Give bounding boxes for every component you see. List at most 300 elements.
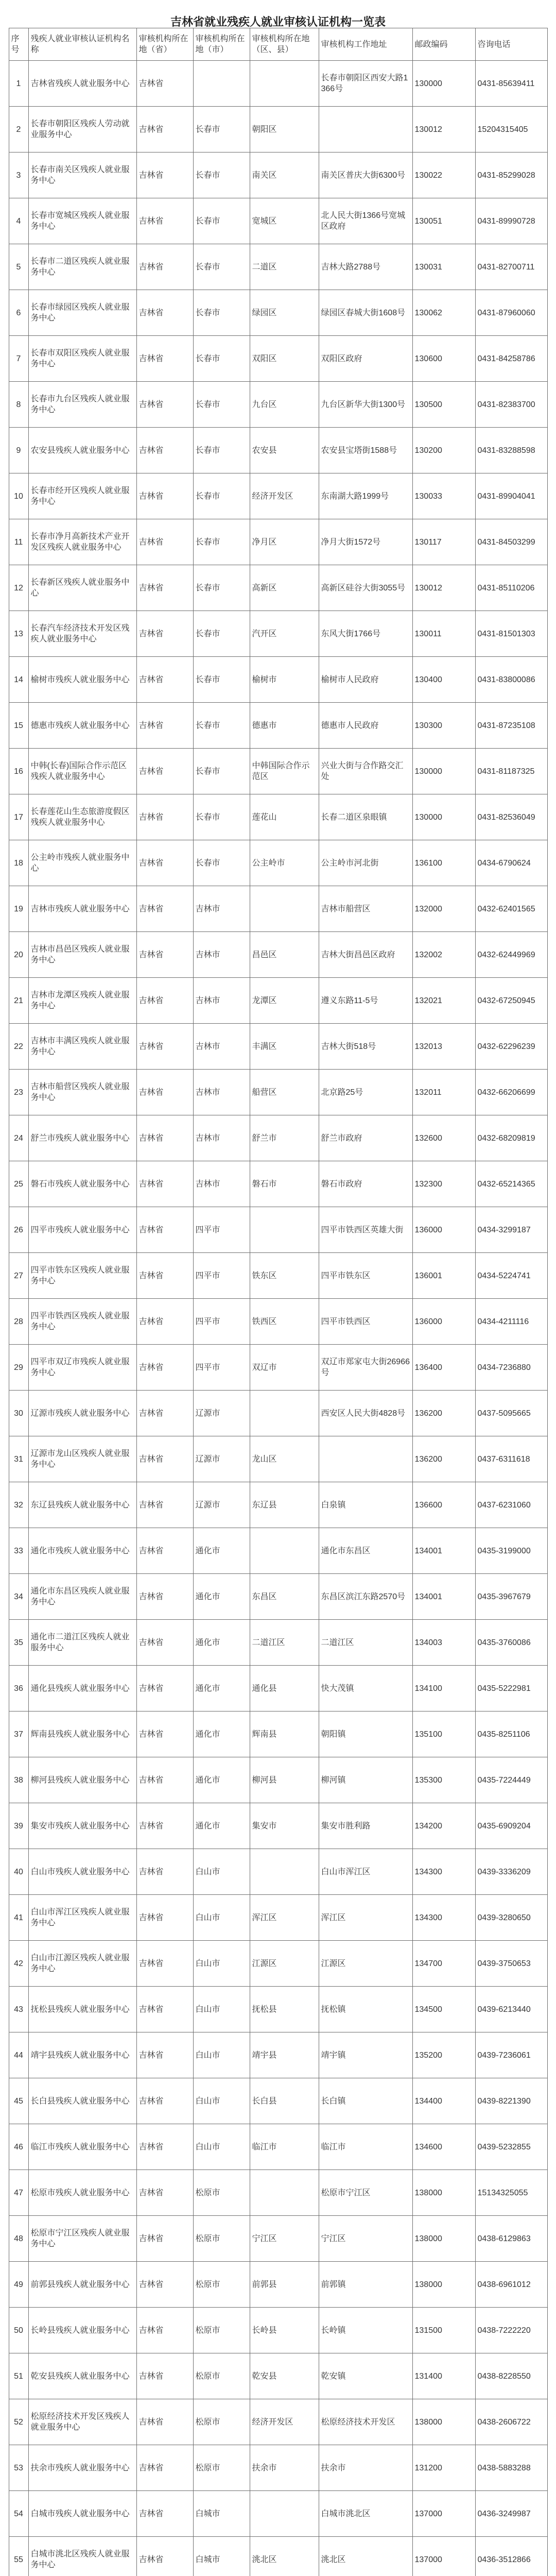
table-row	[9, 978, 547, 1024]
postcode-cell: 134001	[412, 1528, 475, 1574]
district-cell: 东辽县	[250, 1482, 319, 1528]
address-cell: 农安县宝塔街1588号	[319, 428, 412, 473]
header-cell-institution: 残疾人就业审核认证机构名称	[28, 28, 136, 61]
province-cell: 吉林省	[136, 886, 193, 932]
city-cell: 通化市	[193, 1711, 250, 1757]
district-cell: 靖宇县	[250, 2032, 319, 2078]
phone-cell: 0435-8251106	[475, 1711, 547, 1757]
institution-cell: 通化市东昌区残疾人就业服务中心	[28, 1574, 136, 1620]
province-cell: 吉林省	[136, 336, 193, 382]
address-cell: 兴业大街与合作路交汇处	[319, 749, 412, 794]
institution-cell: 白山市江源区残疾人就业服务中心	[28, 1941, 136, 1987]
district-cell	[250, 61, 319, 107]
postcode-cell: 131400	[412, 2353, 475, 2399]
postcode-cell: 137000	[412, 2537, 475, 2576]
phone-cell: 0439-3750653	[475, 1941, 547, 1987]
city-cell: 松原市	[193, 2399, 250, 2445]
city-cell: 白山市	[193, 1987, 250, 2032]
index-cell: 43	[9, 1987, 28, 2032]
city-cell: 松原市	[193, 2170, 250, 2216]
address-cell: 德惠市人民政府	[319, 703, 412, 749]
postcode-cell: 130051	[412, 198, 475, 244]
institution-cell: 吉林市丰满区残疾人就业服务中心	[28, 1024, 136, 1070]
institution-cell: 前郭县残疾人就业服务中心	[28, 2262, 136, 2308]
province-cell: 吉林省	[136, 1574, 193, 1620]
province-cell: 吉林省	[136, 2445, 193, 2491]
address-cell: 抚松镇	[319, 1987, 412, 2032]
postcode-cell: 130400	[412, 657, 475, 703]
city-cell: 白山市	[193, 1895, 250, 1941]
city-cell: 白山市	[193, 1849, 250, 1895]
table-row	[9, 428, 547, 473]
address-cell: 长白镇	[319, 2078, 412, 2124]
table-row	[9, 2491, 547, 2537]
table-row	[9, 794, 547, 840]
address-cell: 四平市铁西区	[319, 1299, 412, 1345]
postcode-cell: 136000	[412, 1207, 475, 1253]
address-cell: 靖宇镇	[319, 2032, 412, 2078]
institution-cell: 长春市朝阳区残疾人劳动就业服务中心	[28, 107, 136, 152]
address-cell: 东昌区滨江东路2570号	[319, 1574, 412, 1620]
institution-table	[9, 28, 548, 2576]
table-row	[9, 611, 547, 657]
postcode-cell: 134100	[412, 1666, 475, 1711]
index-cell: 40	[9, 1849, 28, 1895]
table-row	[9, 2124, 547, 2170]
address-cell: 长岭镇	[319, 2308, 412, 2353]
institution-cell: 白城市残疾人就业服务中心	[28, 2491, 136, 2537]
city-cell: 吉林市	[193, 1161, 250, 1207]
province-cell: 吉林省	[136, 2078, 193, 2124]
city-cell: 长春市	[193, 473, 250, 519]
city-cell: 四平市	[193, 1207, 250, 1253]
district-cell: 二道区	[250, 244, 319, 290]
index-cell: 16	[9, 749, 28, 794]
province-cell: 吉林省	[136, 519, 193, 565]
province-cell: 吉林省	[136, 840, 193, 886]
province-cell: 吉林省	[136, 152, 193, 198]
postcode-cell: 132011	[412, 1070, 475, 1115]
postcode-cell: 138000	[412, 2262, 475, 2308]
index-cell: 36	[9, 1666, 28, 1711]
index-cell: 22	[9, 1024, 28, 1070]
postcode-cell: 134500	[412, 1987, 475, 2032]
table-row	[9, 703, 547, 749]
address-cell: 宁江区	[319, 2216, 412, 2262]
institution-cell: 辽源市残疾人就业服务中心	[28, 1391, 136, 1436]
index-cell: 38	[9, 1757, 28, 1803]
postcode-cell: 130117	[412, 519, 475, 565]
city-cell: 吉林市	[193, 1070, 250, 1115]
district-cell: 净月区	[250, 519, 319, 565]
province-cell: 吉林省	[136, 198, 193, 244]
table-row	[9, 198, 547, 244]
index-cell: 45	[9, 2078, 28, 2124]
city-cell: 四平市	[193, 1299, 250, 1345]
city-cell: 长春市	[193, 428, 250, 473]
province-cell: 吉林省	[136, 107, 193, 152]
table-row	[9, 2399, 547, 2445]
institution-cell: 长春市南关区残疾人就业服务中心	[28, 152, 136, 198]
city-cell: 白城市	[193, 2491, 250, 2537]
institution-cell: 四平市残疾人就业服务中心	[28, 1207, 136, 1253]
address-cell: 浑江区	[319, 1895, 412, 1941]
table-row	[9, 1666, 547, 1711]
district-cell: 德惠市	[250, 703, 319, 749]
phone-cell: 0434-6790624	[475, 840, 547, 886]
city-cell: 松原市	[193, 2308, 250, 2353]
phone-cell: 0431-84503299	[475, 519, 547, 565]
header-cell-address: 审核机构工作地址	[319, 28, 412, 61]
city-cell: 长春市	[193, 107, 250, 152]
index-cell: 50	[9, 2308, 28, 2353]
province-cell: 吉林省	[136, 1070, 193, 1115]
phone-cell: 0439-3280650	[475, 1895, 547, 1941]
phone-cell: 0438-5883288	[475, 2445, 547, 2491]
institution-cell: 抚松县残疾人就业服务中心	[28, 1987, 136, 2032]
index-cell: 41	[9, 1895, 28, 1941]
city-cell: 长春市	[193, 290, 250, 336]
province-cell: 吉林省	[136, 1299, 193, 1345]
address-cell: 临江市	[319, 2124, 412, 2170]
header-cell-phone: 咨询电话	[475, 28, 547, 61]
index-cell: 32	[9, 1482, 28, 1528]
phone-cell: 0431-85110206	[475, 565, 547, 611]
table-row	[9, 2537, 547, 2576]
address-cell: 长春二道区泉眼镇	[319, 794, 412, 840]
index-cell: 11	[9, 519, 28, 565]
index-cell: 7	[9, 336, 28, 382]
district-cell: 东昌区	[250, 1574, 319, 1620]
province-cell: 吉林省	[136, 1115, 193, 1161]
table-row	[9, 1803, 547, 1849]
postcode-cell: 136200	[412, 1391, 475, 1436]
postcode-cell: 130011	[412, 611, 475, 657]
index-cell: 52	[9, 2399, 28, 2445]
province-cell: 吉林省	[136, 1895, 193, 1941]
address-cell: 扶余市	[319, 2445, 412, 2491]
phone-cell: 0431-81501303	[475, 611, 547, 657]
table-row	[9, 1391, 547, 1436]
address-cell: 西安区人民大街4828号	[319, 1391, 412, 1436]
address-cell: 绿园区春城大街1608号	[319, 290, 412, 336]
address-cell: 前郭镇	[319, 2262, 412, 2308]
index-cell: 39	[9, 1803, 28, 1849]
index-cell: 15	[9, 703, 28, 749]
institution-cell: 辽源市龙山区残疾人就业服务中心	[28, 1436, 136, 1482]
city-cell: 四平市	[193, 1345, 250, 1391]
address-cell: 吉林大街518号	[319, 1024, 412, 1070]
postcode-cell: 135300	[412, 1757, 475, 1803]
table-row	[9, 1941, 547, 1987]
postcode-cell: 134400	[412, 2078, 475, 2124]
phone-cell: 0435-3760086	[475, 1620, 547, 1666]
index-cell: 55	[9, 2537, 28, 2576]
address-cell: 北京路25号	[319, 1070, 412, 1115]
table-row	[9, 657, 547, 703]
address-cell: 高新区硅谷大街3055号	[319, 565, 412, 611]
table-row	[9, 1070, 547, 1115]
phone-cell: 0434-3299187	[475, 1207, 547, 1253]
table-row	[9, 290, 547, 336]
phone-cell: 0431-85299028	[475, 152, 547, 198]
postcode-cell: 131200	[412, 2445, 475, 2491]
postcode-cell: 134300	[412, 1895, 475, 1941]
province-cell: 吉林省	[136, 61, 193, 107]
table-row	[9, 382, 547, 428]
phone-cell: 0431-87235108	[475, 703, 547, 749]
district-cell: 中韩国际合作示范区	[250, 749, 319, 794]
province-cell: 吉林省	[136, 1024, 193, 1070]
header-cell-city: 审核机构所在地（市）	[193, 28, 250, 61]
postcode-cell: 134200	[412, 1803, 475, 1849]
institution-cell: 白城市洮北区残疾人就业服务中心	[28, 2537, 136, 2576]
index-cell: 13	[9, 611, 28, 657]
phone-cell: 0432-66206699	[475, 1070, 547, 1115]
index-cell: 23	[9, 1070, 28, 1115]
district-cell	[250, 1528, 319, 1574]
district-cell	[250, 1207, 319, 1253]
province-cell: 吉林省	[136, 565, 193, 611]
index-cell: 48	[9, 2216, 28, 2262]
index-cell: 54	[9, 2491, 28, 2537]
postcode-cell: 138000	[412, 2216, 475, 2262]
institution-cell: 舒兰市残疾人就业服务中心	[28, 1115, 136, 1161]
institution-cell: 长春市净月高新技术产业开发区残疾人就业服务中心	[28, 519, 136, 565]
institution-cell: 德惠市残疾人就业服务中心	[28, 703, 136, 749]
index-cell: 37	[9, 1711, 28, 1757]
address-cell: 净月大街1572号	[319, 519, 412, 565]
table-row	[9, 2445, 547, 2491]
district-cell: 辉南县	[250, 1711, 319, 1757]
postcode-cell: 130500	[412, 382, 475, 428]
district-cell: 洮北区	[250, 2537, 319, 2576]
index-cell: 34	[9, 1574, 28, 1620]
district-cell: 磐石市	[250, 1161, 319, 1207]
institution-cell: 通化市残疾人就业服务中心	[28, 1528, 136, 1574]
table-row	[9, 1115, 547, 1161]
table-row	[9, 336, 547, 382]
postcode-cell: 138000	[412, 2399, 475, 2445]
index-cell: 53	[9, 2445, 28, 2491]
table-row	[9, 1345, 547, 1391]
city-cell: 通化市	[193, 1666, 250, 1711]
institution-cell: 通化市二道江区残疾人就业服务中心	[28, 1620, 136, 1666]
phone-cell: 15134325055	[475, 2170, 547, 2216]
institution-cell: 吉林省残疾人就业服务中心	[28, 61, 136, 107]
phone-cell: 0431-89990728	[475, 198, 547, 244]
address-cell	[319, 107, 412, 152]
postcode-cell: 130000	[412, 61, 475, 107]
address-cell: 北人民大街1366号宽城区政府	[319, 198, 412, 244]
institution-cell: 临江市残疾人就业服务中心	[28, 2124, 136, 2170]
index-cell: 18	[9, 840, 28, 886]
district-cell: 双辽市	[250, 1345, 319, 1391]
province-cell: 吉林省	[136, 428, 193, 473]
phone-cell: 0438-6961012	[475, 2262, 547, 2308]
index-cell: 9	[9, 428, 28, 473]
phone-cell: 0437-5095665	[475, 1391, 547, 1436]
table-row	[9, 932, 547, 978]
index-cell: 5	[9, 244, 28, 290]
address-cell: 白山市浑江区	[319, 1849, 412, 1895]
province-cell: 吉林省	[136, 703, 193, 749]
province-cell: 吉林省	[136, 1161, 193, 1207]
phone-cell: 0439-6213440	[475, 1987, 547, 2032]
province-cell: 吉林省	[136, 2537, 193, 2576]
institution-cell: 靖宇县残疾人就业服务中心	[28, 2032, 136, 2078]
table-row	[9, 565, 547, 611]
address-cell: 吉林大路2788号	[319, 244, 412, 290]
phone-cell: 0435-5222981	[475, 1666, 547, 1711]
address-cell: 长春市朝阳区西安大路1366号	[319, 61, 412, 107]
institution-cell: 长春市绿园区残疾人就业服务中心	[28, 290, 136, 336]
table-row	[9, 2032, 547, 2078]
postcode-cell: 132300	[412, 1161, 475, 1207]
city-cell: 吉林市	[193, 1024, 250, 1070]
institution-cell: 白山市残疾人就业服务中心	[28, 1849, 136, 1895]
phone-cell: 0437-6231060	[475, 1482, 547, 1528]
address-cell: 松原经济技术开发区	[319, 2399, 412, 2445]
index-cell: 44	[9, 2032, 28, 2078]
city-cell: 辽源市	[193, 1436, 250, 1482]
institution-cell: 长白县残疾人就业服务中心	[28, 2078, 136, 2124]
table-row	[9, 2353, 547, 2399]
city-cell: 松原市	[193, 2353, 250, 2399]
institution-cell: 四平市双辽市残疾人就业服务中心	[28, 1345, 136, 1391]
table-row	[9, 1574, 547, 1620]
address-cell: 吉林大街昌邑区政府	[319, 932, 412, 978]
address-cell: 九台区新华大街1300号	[319, 382, 412, 428]
address-cell: 吉林市船营区	[319, 886, 412, 932]
district-cell: 经济开发区	[250, 473, 319, 519]
postcode-cell: 136100	[412, 840, 475, 886]
phone-cell: 0432-62449969	[475, 932, 547, 978]
phone-cell: 0432-62401565	[475, 886, 547, 932]
address-cell: 柳河镇	[319, 1757, 412, 1803]
index-cell: 49	[9, 2262, 28, 2308]
postcode-cell: 135200	[412, 2032, 475, 2078]
table-row	[9, 749, 547, 794]
postcode-cell: 130200	[412, 428, 475, 473]
institution-cell: 松原市宁江区残疾人就业服务中心	[28, 2216, 136, 2262]
city-cell: 长春市	[193, 703, 250, 749]
district-cell: 乾安县	[250, 2353, 319, 2399]
address-cell: 舒兰市政府	[319, 1115, 412, 1161]
institution-cell: 长春新区残疾人就业服务中心	[28, 565, 136, 611]
address-cell: 松原市宁江区	[319, 2170, 412, 2216]
district-cell: 汽开区	[250, 611, 319, 657]
district-cell: 宽城区	[250, 198, 319, 244]
district-cell: 高新区	[250, 565, 319, 611]
institution-cell: 长春市九台区残疾人就业服务中心	[28, 382, 136, 428]
city-cell: 长春市	[193, 565, 250, 611]
institution-cell: 长春市双阳区残疾人就业服务中心	[28, 336, 136, 382]
table-row	[9, 1024, 547, 1070]
table-row	[9, 840, 547, 886]
index-cell: 6	[9, 290, 28, 336]
phone-cell: 0435-6909204	[475, 1803, 547, 1849]
province-cell: 吉林省	[136, 1757, 193, 1803]
index-cell: 28	[9, 1299, 28, 1345]
table-row	[9, 1299, 547, 1345]
province-cell: 吉林省	[136, 1528, 193, 1574]
postcode-cell: 130022	[412, 152, 475, 198]
city-cell: 通化市	[193, 1574, 250, 1620]
institution-cell: 松原经济技术开发区残疾人就业服务中心	[28, 2399, 136, 2445]
index-cell: 31	[9, 1436, 28, 1482]
table-row	[9, 61, 547, 107]
phone-cell: 0438-8228550	[475, 2353, 547, 2399]
province-cell: 吉林省	[136, 1620, 193, 1666]
district-cell: 绿园区	[250, 290, 319, 336]
institution-cell: 长春市二道区残疾人就业服务中心	[28, 244, 136, 290]
page-title: 吉林省就业残疾人就业审核认证机构一览表	[170, 15, 386, 28]
table-row	[9, 886, 547, 932]
city-cell: 长春市	[193, 152, 250, 198]
postcode-cell: 136001	[412, 1253, 475, 1299]
index-cell: 30	[9, 1391, 28, 1436]
phone-cell: 0436-3249987	[475, 2491, 547, 2537]
institution-cell: 长春莲花山生态旅游度假区残疾人就业服务中心	[28, 794, 136, 840]
city-cell: 松原市	[193, 2445, 250, 2491]
table-header	[9, 28, 547, 61]
province-cell: 吉林省	[136, 2491, 193, 2537]
index-cell: 47	[9, 2170, 28, 2216]
table-row	[9, 2262, 547, 2308]
index-cell: 2	[9, 107, 28, 152]
address-cell: 双阳区政府	[319, 336, 412, 382]
phone-cell: 0431-83800086	[475, 657, 547, 703]
province-cell: 吉林省	[136, 2399, 193, 2445]
institution-cell: 松原市残疾人就业服务中心	[28, 2170, 136, 2216]
city-cell: 辽源市	[193, 1482, 250, 1528]
address-cell: 榆树市人民政府	[319, 657, 412, 703]
postcode-cell: 134300	[412, 1849, 475, 1895]
postcode-cell: 130600	[412, 336, 475, 382]
table-row	[9, 152, 547, 198]
institution-cell: 吉林市残疾人就业服务中心	[28, 886, 136, 932]
phone-cell: 0431-82700711	[475, 244, 547, 290]
table-row	[9, 1207, 547, 1253]
index-cell: 14	[9, 657, 28, 703]
phone-cell: 0435-7224449	[475, 1757, 547, 1803]
city-cell: 四平市	[193, 1253, 250, 1299]
address-cell: 遵义东路11-5号	[319, 978, 412, 1024]
institution-cell: 柳河县残疾人就业服务中心	[28, 1757, 136, 1803]
index-cell: 10	[9, 473, 28, 519]
city-cell: 辽源市	[193, 1391, 250, 1436]
district-cell: 龙潭区	[250, 978, 319, 1024]
phone-cell: 0438-2606722	[475, 2399, 547, 2445]
header-cell-district: 审核机构所在地（区、县）	[250, 28, 319, 61]
province-cell: 吉林省	[136, 290, 193, 336]
address-cell: 洮北区	[319, 2537, 412, 2576]
institution-cell: 扶余市残疾人就业服务中心	[28, 2445, 136, 2491]
province-cell: 吉林省	[136, 1207, 193, 1253]
postcode-cell: 130012	[412, 565, 475, 611]
district-cell: 扶余市	[250, 2445, 319, 2491]
index-cell: 27	[9, 1253, 28, 1299]
postcode-cell: 138000	[412, 2170, 475, 2216]
institution-cell: 磐石市残疾人就业服务中心	[28, 1161, 136, 1207]
phone-cell: 0434-5224741	[475, 1253, 547, 1299]
province-cell: 吉林省	[136, 1391, 193, 1436]
phone-cell: 0431-83288598	[475, 428, 547, 473]
province-cell: 吉林省	[136, 1849, 193, 1895]
district-cell	[250, 2170, 319, 2216]
table-row	[9, 473, 547, 519]
